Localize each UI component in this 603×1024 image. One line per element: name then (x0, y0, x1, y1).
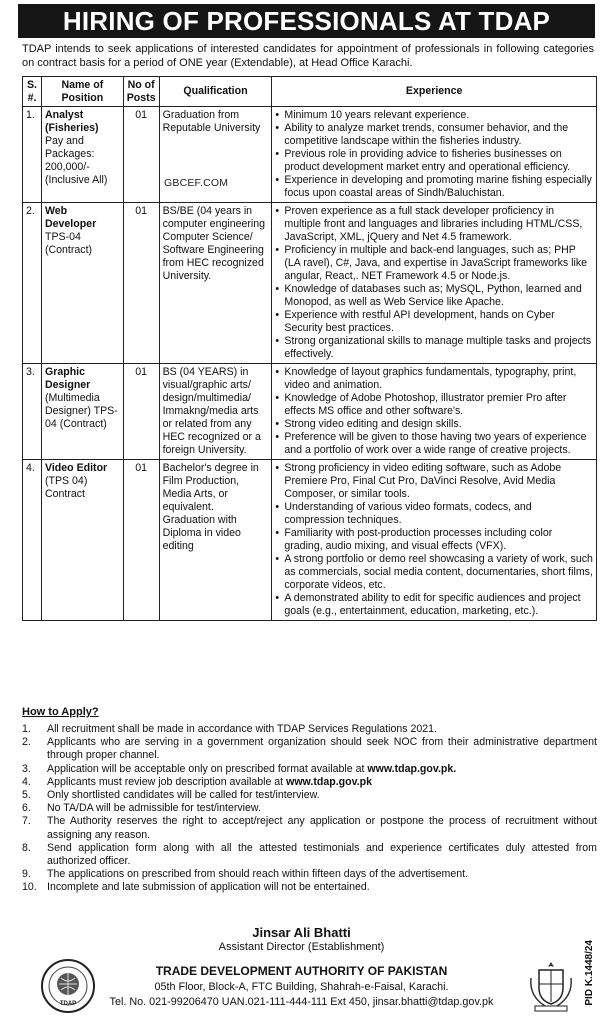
step-text: No TA/DA will be admissible for test/interview. (47, 802, 261, 815)
col-header-qualification: Qualification (159, 77, 272, 107)
col-header-position: Name of Position (41, 77, 123, 107)
cell-experience (272, 203, 597, 364)
col-header-sn: S. #. (23, 77, 42, 107)
apply-step (22, 763, 597, 776)
step-number: 8. (22, 841, 31, 854)
experience-item: • Strong proficiency in video editing software, such as Adobe Premiere Pro, Final Cut Pro, DaVinci Resolve, Avid Media Composer, or similar tools. (275, 462, 593, 501)
table-header-row (23, 77, 597, 107)
intro-paragraph: TDAP intends to seek applications of interested candidates for appointment of professionals in following categories on contract basis for a period of ONE year (Extendable), at Head Office Karachi. (22, 43, 594, 69)
experience-item: • Proven experience as a full stack developer proficiency in multiple front and languages and libraries including HTML/CSS, JavaScript, XML, jQuery and Net 4.5 framework. (275, 205, 593, 244)
apply-step (22, 881, 597, 894)
apply-step (22, 723, 597, 736)
cell-posts: 01 (123, 460, 159, 621)
experience-list (275, 109, 593, 200)
step-number: 3. (22, 762, 31, 775)
cell-posts: 01 (123, 107, 159, 203)
step-number: 7. (22, 815, 31, 828)
step-link[interactable]: www.tdap.gov.pk (286, 775, 373, 788)
experience-item: • Knowledge of Adobe Photoshop, illustrator premier Pro after effects MS office and other software's. (275, 392, 593, 418)
cell-posts: 01 (123, 364, 159, 460)
step-text: Application will be acceptable only on prescribed format available at (47, 762, 368, 775)
organization-address: 05th Floor, Block-A, FTC Building, Shahrah-e-Faisal, Karachi. (154, 981, 449, 993)
cell-qualification: Graduation from Reputable University (159, 107, 272, 203)
cell-experience (272, 107, 597, 203)
cell-experience (272, 364, 597, 460)
apply-step (22, 868, 597, 881)
step-text: All recruitment shall be made in accordance with TDAP Services Regulations 2021. (47, 723, 438, 735)
position-details: Pay and Packages: 200,000/- (Inclusive All) (44, 135, 108, 186)
step-number: 6. (22, 802, 31, 815)
table-row (23, 107, 597, 203)
cell-sn: 4. (23, 460, 42, 621)
step-number: 10. (22, 881, 37, 894)
position-title: Web Developer (44, 205, 97, 230)
position-details: TPS-04 (Contract) (44, 231, 93, 256)
cell-qualification: BS/BE (04 years in computer engineering Computer Science/ Software Engineering from HEC recognized University. (159, 203, 272, 364)
positions-table (22, 76, 597, 621)
experience-item: • Minimum 10 years relevant experience. (275, 109, 593, 122)
experience-item: • Knowledge of layout graphics fundamentals, typography, print, video and animation. (275, 366, 593, 392)
apply-step (22, 789, 597, 802)
cell-qualification: Bachelor's degree in Film Production, Media Arts, or equivalent. Graduation with Diploma in video editing (159, 460, 272, 621)
watermark: GBCEF.COM (164, 177, 229, 189)
organization-contact: Tel. No. 021-99206470 UAN.021-111-444-111 Ext 450, jinsar.bhatti@tdap.gov.pk (109, 996, 494, 1008)
government-emblem-icon (525, 958, 577, 1014)
cell-sn: 3. (23, 364, 42, 460)
experience-list (275, 462, 593, 618)
experience-list (275, 205, 593, 361)
cell-experience (272, 460, 597, 621)
step-link[interactable]: www.tdap.gov.pk. (367, 762, 457, 775)
step-number: 4. (22, 775, 31, 788)
signatory-name: Jinsar Ali Bhatti (252, 925, 351, 940)
step-text: The applications on prescribed from should reach within fifteen days of the advertisement. (47, 868, 469, 881)
step-text: The Authority reserves the right to accept/reject any application or postpone the process of recruitment without assigning any reason. (47, 815, 597, 841)
col-header-experience: Experience (272, 77, 597, 107)
table-row (23, 364, 597, 460)
col-header-posts: No of Posts (123, 77, 159, 107)
experience-list (275, 366, 593, 457)
position-details: (TPS 04) Contract (44, 475, 88, 500)
step-number: 1. (22, 723, 31, 735)
cell-position (41, 364, 123, 460)
step-number: 9. (22, 868, 31, 881)
table-row (23, 203, 597, 364)
how-to-apply-list (22, 723, 597, 895)
apply-step (22, 736, 597, 762)
pid-number: PID K.1448/24 (584, 940, 595, 1006)
cell-qualification: BS (04 YEARS) in visual/graphic arts/ design/multimedia/ Immakng/media arts or related from any HEC recognized or a foreign University. (159, 364, 272, 460)
experience-item: • Preference will be given to those having two years of experience and a portfolio of work over a wide range of creative projects. (275, 431, 593, 457)
cell-posts: 01 (123, 203, 159, 364)
position-details: (Multimedia Designer) TPS-04 (Contract) (44, 392, 118, 430)
cell-sn: 1. (23, 107, 42, 203)
experience-item: • Ability to analyze market trends, consumer behavior, and the competitive landscape within the fisheries industry. (275, 122, 593, 148)
experience-item: • Previous role in providing advice to fisheries businesses on product development market entry and operational efficiency. (275, 148, 593, 174)
step-text: Applicants must review job description available at (47, 775, 287, 788)
experience-item: • A strong portfolio or demo reel showcasing a variety of work, such as commercials, social media content, documentaries, short films, corporate videos, etc. (275, 553, 593, 592)
apply-step (22, 842, 597, 868)
step-text: Applicants who are serving in a government organization should seek NOC from their administrative department through proper channel. (47, 736, 597, 762)
apply-step (22, 802, 597, 815)
experience-item: • Knowledge of databases such as; MySQL, Python, learned and Monopod, as well as Web Service like Apache. (275, 283, 593, 309)
signatory-designation: Assistant Director (Establishment) (218, 941, 385, 953)
experience-item: • Proficiency in multiple and back-end languages, such as; PHP (LA ravel), C#, Java, and expertise in JavaScript frameworks like angular, React,. NET Framework 4.5 or Node.js. (275, 244, 593, 283)
apply-step (22, 815, 597, 841)
table-row (23, 460, 597, 621)
experience-item: • A demonstrated ability to edit for specific audiences and project goals (e.g., entertainment, education, marketing, etc.). (275, 592, 593, 618)
cell-sn: 2. (23, 203, 42, 364)
cell-position (41, 107, 123, 203)
step-text: Incomplete and late submission of application will not be entertained. (47, 881, 370, 894)
experience-item: • Experience with restful API development, hands on Cyber Security best practices. (275, 309, 593, 335)
position-title: Video Editor (44, 462, 108, 474)
experience-item: • Strong organizational skills to manage multiple tasks and projects effectively. (275, 335, 593, 361)
experience-item: • Strong video editing and design skills. (275, 418, 593, 431)
organization-name: TRADE DEVELOPMENT AUTHORITY OF PAKISTAN (155, 964, 448, 978)
step-text: Only shortlisted candidates will be called for test/interview. (47, 789, 320, 802)
step-number: 2. (22, 736, 31, 749)
experience-item: • Familiarity with post-production processes including color grading, audio mixing, and visual effects (VFX). (275, 527, 593, 553)
cell-position (41, 203, 123, 364)
step-text: Send application form along with all the attested testimonials and experience certificates duly attested from authorized officer. (47, 841, 597, 868)
step-number: 5. (22, 789, 31, 802)
experience-item: • Understanding of various video formats, codecs, and compression techniques. (275, 501, 593, 527)
how-to-apply-heading: How to Apply? (22, 706, 99, 718)
apply-step (22, 776, 597, 789)
page-title: HIRING OF PROFESSIONALS AT TDAP (18, 4, 595, 38)
logo-left-text: TDAP (59, 1001, 77, 1007)
position-title: Analyst (Fisheries) (44, 109, 99, 134)
cell-position (41, 460, 123, 621)
experience-item: • Experience in developing and promoting marine fishing especially focus upon coastal areas of Sindh/Baluchistan. (275, 174, 593, 200)
position-title: Graphic Designer (44, 366, 91, 391)
